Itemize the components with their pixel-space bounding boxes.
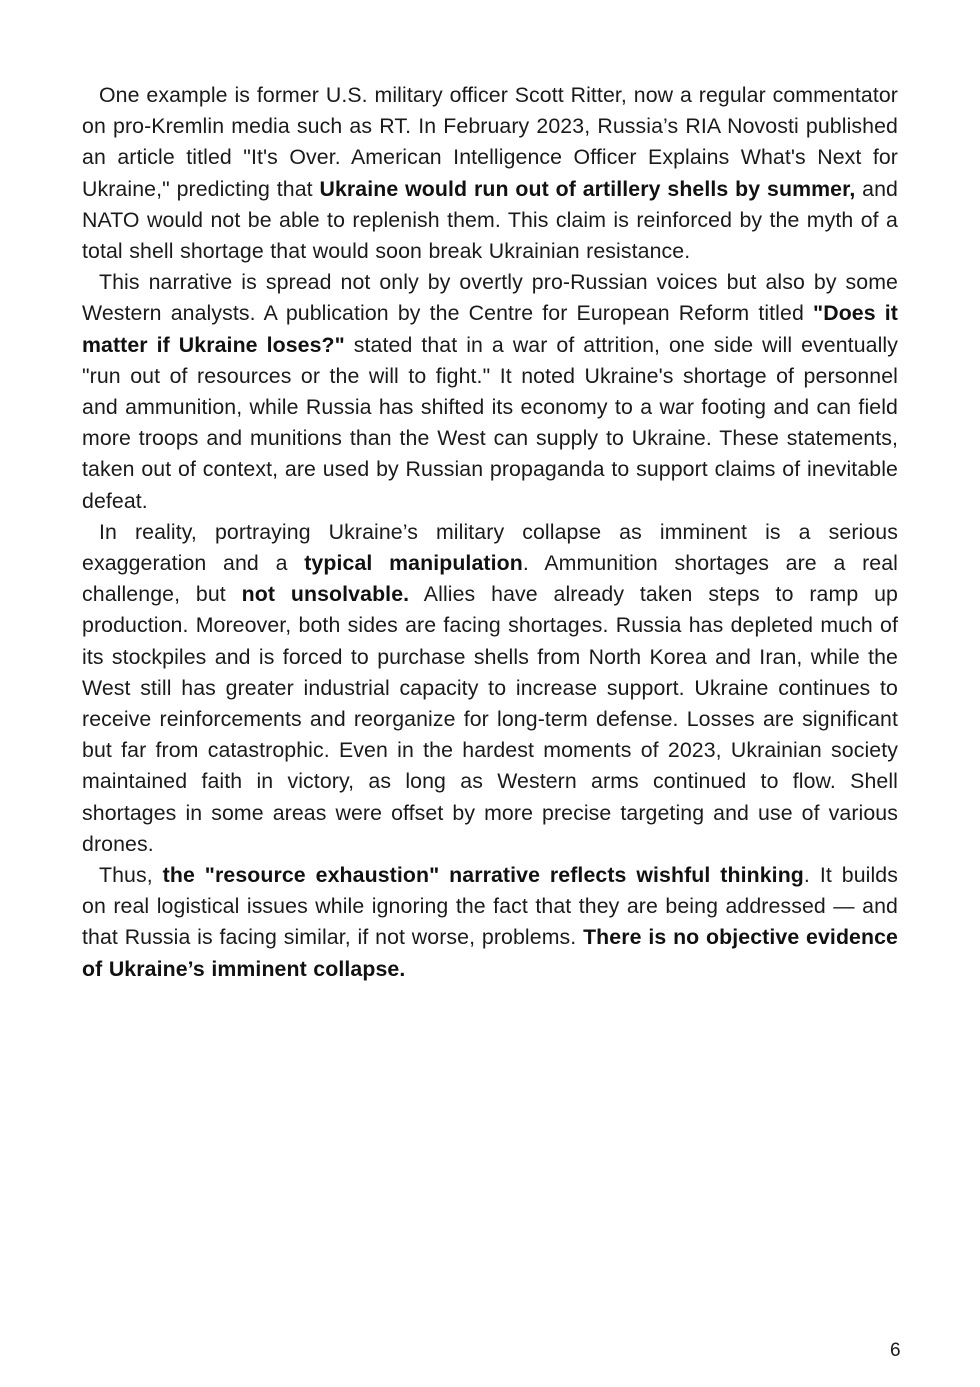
- text-segment: One example is former U.S. military officer Scott Ritter, now a regular commentator on pro-Kremlin media such as RT. In February 2023, Russia’s RIA Novosti published an article titled "It's Over. American Intelligence Officer Explains What's Next for Ukraine," predicting that: [82, 83, 898, 201]
- paragraph-scott-ritter: [82, 80, 898, 267]
- text-segment: Allies have already taken steps to ramp up production. Moreover, both sides are facing shortages. Russia has depleted much of its stockpiles and is forced to purchase shells from North Korea and Iran, while the West still has greater industrial capacity to increase support. Ukraine continues to receive reinforcements and reorganize for long-term defense. Losses are significant but far from catastrophic. Even in the hardest moments of 2023, Ukrainian society maintained faith in victory, as long as Western arms continued to flow. Shell shortages in some areas were offset by more precise targeting and use of various drones.: [82, 582, 898, 856]
- text-segment: . It builds on real logistical issues while ignoring the fact that they are being addressed — and that Russia is facing similar, if not worse, problems.: [82, 863, 898, 950]
- text-segment: This narrative is spread not only by overtly pro-Russian voices but also by some Western analysts. A publication by the Centre for European Reform titled: [82, 270, 898, 326]
- page-number: 6: [890, 1340, 901, 1361]
- text-segment: stated that in a war of attrition, one side will eventually "run out of resources or the will to fight." It noted Ukraine's shortage of personnel and ammunition, while Russia has shifted its economy to a war footing and can field more troops and munitions than the West can supply to Ukraine. These statements, taken out of context, are used by Russian propaganda to support claims of inevitable defeat.: [82, 332, 898, 513]
- paragraph-in-reality: [82, 517, 898, 860]
- text-segment: Thus,: [99, 863, 163, 888]
- bold-text-segment: Ukraine would run out of artillery shells by summer,: [319, 176, 856, 201]
- bold-text-segment: the "resource exhaustion" narrative reflects wishful thinking: [162, 863, 804, 888]
- text-segment: and NATO would not be able to replenish them. This claim is reinforced by the myth of a total shell shortage that would soon break Ukrainian resistance.: [82, 176, 898, 264]
- text-segment: . Ammunition shortages are a real challenge, but: [82, 551, 898, 607]
- paragraph-conclusion: [82, 860, 898, 985]
- document-body: [82, 80, 898, 985]
- bold-text-segment: not unsolvable.: [241, 582, 410, 607]
- text-segment: In reality, portraying Ukraine’s military collapse as imminent is a serious exaggeration and a: [82, 519, 898, 576]
- bold-text-segment: typical manipulation: [304, 551, 523, 576]
- bold-text-segment: "Does it matter if Ukraine loses?": [82, 301, 899, 357]
- bold-text-segment: There is no objective evidence of Ukraine’s imminent collapse.: [82, 925, 898, 981]
- paragraph-western-analysts: [82, 267, 898, 517]
